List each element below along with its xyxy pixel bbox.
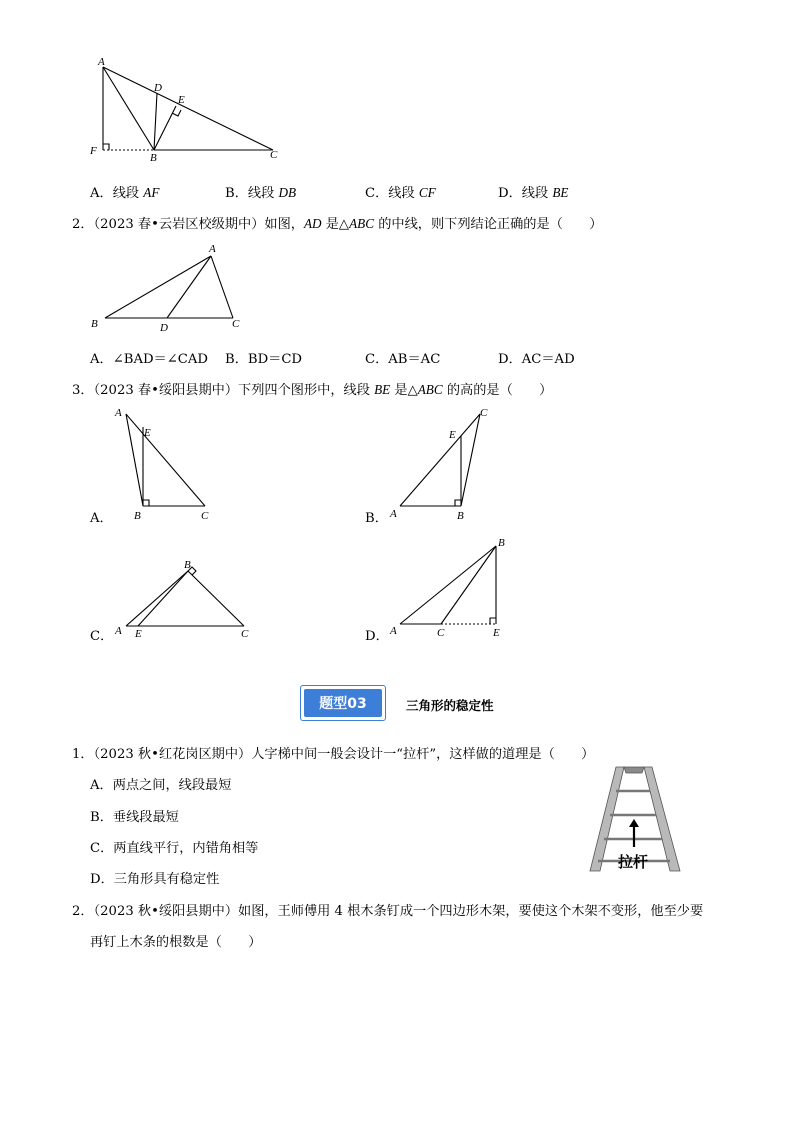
label-a: A	[390, 625, 397, 637]
label-b: B	[184, 559, 191, 571]
label-c: C	[241, 628, 249, 640]
label-b: B	[134, 510, 141, 522]
figure-q3-d	[385, 532, 515, 642]
q4-option-c: C．两直线平行，内错角相等	[90, 841, 259, 856]
q4-option-a: A．两点之间，线段最短	[90, 778, 232, 793]
figure-q2	[85, 240, 260, 335]
label-b: B	[91, 318, 98, 330]
section-title: 三角形的稳定性	[406, 698, 494, 713]
option-c: C．线段 CF	[365, 185, 436, 201]
label-e: E	[493, 627, 500, 639]
question-5-stem-line-1: 2．（2023 秋•绥阳县期中）如图，王师傅用 4 根木条钉成一个四边形木架，要使这个木架不变形，他至少要	[72, 904, 704, 919]
label-a: A	[115, 625, 122, 637]
q3-option-c: C．	[90, 629, 114, 644]
option-d: D．线段 BE	[498, 185, 569, 201]
label-e: E	[135, 628, 142, 640]
label-b: B	[150, 152, 157, 164]
figure-q3-b	[385, 400, 500, 525]
label-a: A	[390, 508, 397, 520]
label-d: D	[154, 82, 162, 94]
q2-option-a: A．∠BAD＝∠CAD	[90, 352, 208, 367]
label-a: A	[98, 56, 105, 68]
q4-option-d: D．三角形具有稳定性	[90, 872, 220, 887]
label-a: A	[209, 243, 216, 255]
label-c: C	[437, 627, 445, 639]
label-c: C	[270, 149, 278, 161]
ladder-image	[588, 763, 684, 875]
label-c: C	[232, 318, 240, 330]
q2-option-b: B．BD＝CD	[225, 352, 302, 367]
section-badge	[300, 685, 386, 721]
label-d: D	[160, 322, 168, 334]
label-e: E	[144, 427, 151, 439]
q4-option-b: B．垂线段最短	[90, 810, 179, 825]
label-e: E	[178, 94, 185, 106]
label-b: B	[498, 537, 505, 549]
label-e: E	[449, 429, 456, 441]
q3-option-a: A．	[90, 511, 113, 526]
option-a: A．线段 AF	[90, 185, 160, 201]
question-3-stem: 3．（2023 春•绥阳县期中）下列四个图形中，线段 BE 是△ABC 的高的是（ ）	[72, 382, 553, 398]
figure-q3-c	[110, 555, 265, 645]
arrow-head	[629, 819, 639, 827]
q3-option-b: B．	[365, 511, 388, 526]
figure-top	[80, 55, 300, 165]
question-5-stem-line-2: 再钉上木条的根数是（ ）	[90, 935, 262, 950]
q2-option-d: D．AC＝AD	[498, 352, 575, 367]
section-badge-label: 题型03	[304, 689, 382, 717]
q2-option-c: C．AB＝AC	[365, 352, 441, 367]
question-ladder-stem: 1．（2023 秋•红花岗区期中）人字梯中间一般会设计一“拉杆”，这样做的道理是（ ）	[72, 747, 595, 762]
label-c: C	[201, 510, 209, 522]
ladder-label: 拉杆	[618, 853, 649, 871]
label-b: B	[457, 510, 464, 522]
label-c: C	[480, 407, 488, 419]
figure-q3-a	[110, 400, 220, 525]
option-b: B．线段 DB	[225, 185, 297, 201]
q3-option-d: D．	[365, 629, 389, 644]
question-2-stem: 2．（2023 春•云岩区校级期中）如图，AD 是△ABC 的中线，则下列结论正确的是（ ）	[72, 216, 603, 232]
label-a: A	[115, 407, 122, 419]
label-f: F	[90, 145, 97, 157]
